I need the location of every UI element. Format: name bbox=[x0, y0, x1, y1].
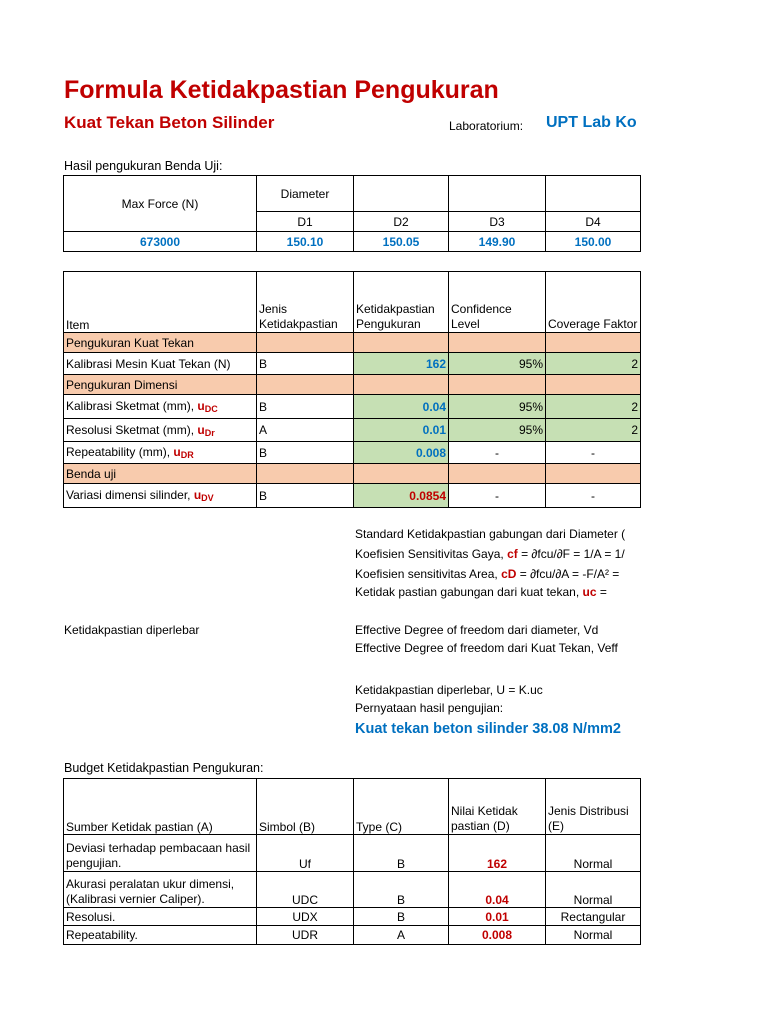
table-row-type: B bbox=[354, 835, 449, 872]
type-header: Type (C) bbox=[354, 779, 449, 835]
item-header: Item bbox=[64, 272, 257, 333]
row-item: Repeatability (mm), $u_{DR}$ bbox=[64, 442, 257, 464]
table-row-type: A bbox=[354, 926, 449, 945]
result-statement: Kuat tekan beton silinder 38.08 N/mm2 bbox=[355, 721, 621, 737]
d1-value[interactable]: 150.10 bbox=[257, 232, 354, 252]
table-row-simbol: UDC bbox=[257, 872, 354, 908]
table-row-simbol: UDX bbox=[257, 908, 354, 926]
d1-header: D1 bbox=[257, 212, 354, 232]
table-row-type: B bbox=[354, 872, 449, 908]
row-confidence: - bbox=[449, 484, 546, 508]
pernyataan-note: Pernyataan hasil pengujian: bbox=[355, 701, 504, 715]
page-subtitle: Kuat Tekan Beton Silinder bbox=[64, 113, 275, 132]
veff-note: Effective Degree of freedom dari Kuat Tekan, Veff bbox=[355, 641, 618, 655]
d4-header: D4 bbox=[546, 212, 641, 232]
table-row-sumber: Repeatability. bbox=[64, 926, 257, 945]
row-jenis: A bbox=[257, 419, 354, 442]
d3-value[interactable]: 149.90 bbox=[449, 232, 546, 252]
budget-table bbox=[63, 778, 641, 945]
max-force-value[interactable]: 673000 bbox=[64, 232, 257, 252]
uncertainty-table bbox=[63, 271, 641, 508]
laboratorium-value[interactable]: UPT Lab Ko bbox=[546, 114, 637, 131]
max-force-header: Max Force (N) bbox=[64, 176, 257, 232]
table-row-nilai[interactable]: 0.01 bbox=[449, 908, 546, 926]
table-row-nilai[interactable]: 0.008 bbox=[449, 926, 546, 945]
budget-heading: Budget Ketidakpastian Pengukuran: bbox=[64, 761, 264, 775]
row-confidence: - bbox=[449, 442, 546, 464]
std-gabungan-note: Standard Ketidakpastian gabungan dari Diameter ( bbox=[355, 527, 626, 541]
gabungan-note: Ketidak pastian gabungan dari kuat tekan, uc = bbox=[355, 585, 607, 599]
nilai-header: Nilai Ketidak pastian (D) bbox=[449, 779, 546, 835]
row-jenis: B bbox=[257, 484, 354, 508]
row-value[interactable]: 0.0854 bbox=[354, 484, 449, 508]
table-row-sumber: Deviasi terhadap pembacaan hasil pengujian. bbox=[64, 835, 257, 872]
row-coverage[interactable]: 2 bbox=[546, 395, 641, 419]
table-row-sumber: Resolusi. bbox=[64, 908, 257, 926]
row-coverage[interactable]: 2 bbox=[546, 353, 641, 375]
table-row-sumber: Akurasi peralatan ukur dimensi, (Kalibrasi vernier Caliper). bbox=[64, 872, 257, 908]
diperlebar-label: Ketidakpastian diperlebar bbox=[64, 623, 200, 637]
table-row-distribusi: Normal bbox=[546, 926, 641, 945]
d3-header: D3 bbox=[449, 212, 546, 232]
row-jenis: B bbox=[257, 395, 354, 419]
koef-gaya-note: Koefisien Sensitivitas Gaya, cf = ∂fcu/∂F = 1/A = 1/ bbox=[355, 547, 625, 561]
row-jenis: B bbox=[257, 353, 354, 375]
row-item: Kalibrasi Sketmat (mm), $u_{DC}$ bbox=[64, 395, 257, 419]
row-item: Resolusi Sketmat (mm), $u_{Dr}$ bbox=[64, 419, 257, 442]
coverage-header: Coverage Faktor bbox=[546, 272, 641, 333]
confidence-header: Confidence Level bbox=[449, 272, 546, 333]
row-value[interactable]: 0.01 bbox=[354, 419, 449, 442]
u-formula-note: Ketidakpastian diperlebar, U = K.uc bbox=[355, 683, 543, 697]
row-value[interactable]: 162 bbox=[354, 353, 449, 375]
laboratorium-label: Laboratorium: bbox=[449, 119, 524, 133]
row-confidence[interactable]: 95% bbox=[449, 395, 546, 419]
row-jenis: B bbox=[257, 442, 354, 464]
jenis-header: Jenis Ketidakpastian bbox=[257, 272, 354, 333]
measurement-heading: Hasil pengukuran Benda Uji: bbox=[64, 159, 223, 173]
table-row-distribusi: Rectangular bbox=[546, 908, 641, 926]
blank-cell bbox=[354, 176, 449, 212]
table-row-simbol: Uf bbox=[257, 835, 354, 872]
row-confidence[interactable]: 95% bbox=[449, 419, 546, 442]
row-coverage: - bbox=[546, 442, 641, 464]
blank-cell bbox=[546, 176, 641, 212]
d2-header: D2 bbox=[354, 212, 449, 232]
table-row-nilai[interactable]: 162 bbox=[449, 835, 546, 872]
table-row-type: B bbox=[354, 908, 449, 926]
table-row-distribusi: Normal bbox=[546, 835, 641, 872]
page-title: Formula Ketidakpastian Pengukuran bbox=[64, 76, 499, 104]
row-value[interactable]: 0.04 bbox=[354, 395, 449, 419]
row-value[interactable]: 0.008 bbox=[354, 442, 449, 464]
row-coverage: - bbox=[546, 484, 641, 508]
table-row-distribusi: Normal bbox=[546, 872, 641, 908]
section-dimensi: Pengukuran Dimensi bbox=[64, 375, 257, 395]
ketidakpastian-header: Ketidakpastian Pengukuran bbox=[354, 272, 449, 333]
d2-value[interactable]: 150.05 bbox=[354, 232, 449, 252]
vd-note: Effective Degree of freedom dari diameter, Vd bbox=[355, 623, 599, 637]
table-row-simbol: UDR bbox=[257, 926, 354, 945]
section-benda-uji: Benda uji bbox=[64, 464, 257, 484]
d4-value[interactable]: 150.00 bbox=[546, 232, 641, 252]
koef-area-note: Koefisien sensitivitas Area, cD = ∂fcu/∂A = -F/A² = bbox=[355, 567, 620, 581]
distribusi-header: Jenis Distribusi (E) bbox=[546, 779, 641, 835]
diameter-header: Diameter bbox=[257, 176, 354, 212]
row-confidence[interactable]: 95% bbox=[449, 353, 546, 375]
blank-cell bbox=[449, 176, 546, 212]
row-item: Variasi dimensi silinder, $u_{DV}$ bbox=[64, 484, 257, 508]
simbol-header: Simbol (B) bbox=[257, 779, 354, 835]
row-coverage[interactable]: 2 bbox=[546, 419, 641, 442]
section-kuat-tekan: Pengukuran Kuat Tekan bbox=[64, 333, 257, 353]
measurement-table bbox=[63, 175, 641, 252]
sumber-header: Sumber Ketidak pastian (A) bbox=[64, 779, 257, 835]
table-row-nilai[interactable]: 0.04 bbox=[449, 872, 546, 908]
row-item: Kalibrasi Mesin Kuat Tekan (N) bbox=[64, 353, 257, 375]
